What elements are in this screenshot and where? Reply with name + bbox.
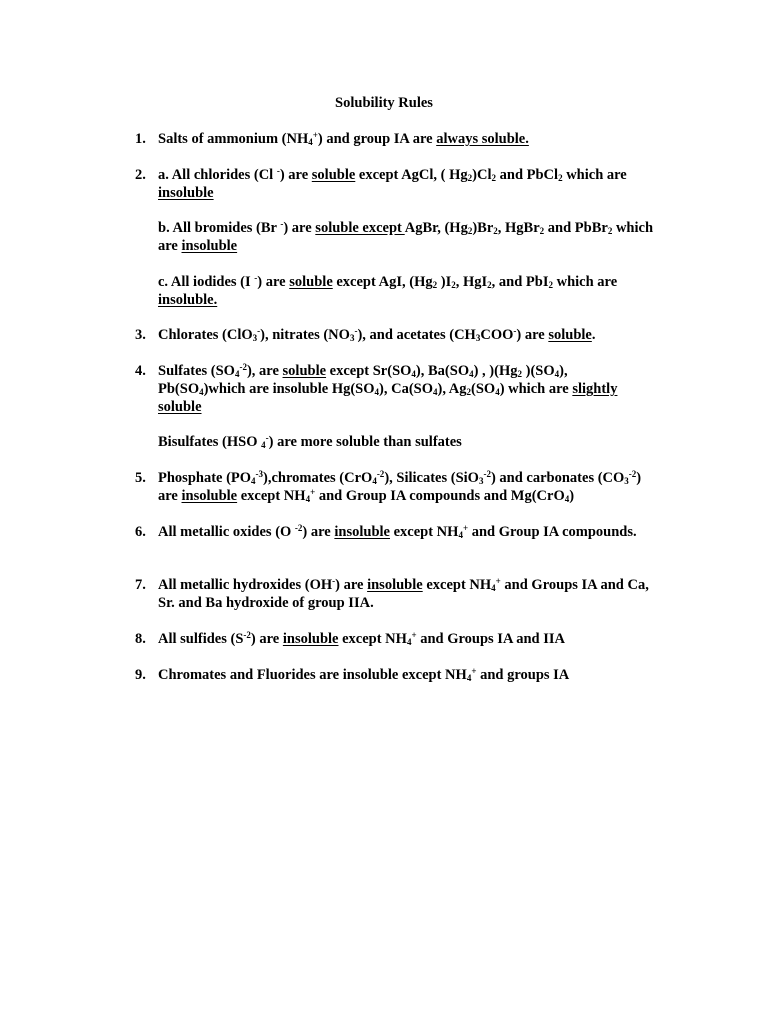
subscript: 4 [466,673,472,683]
text-segment: ) are [283,220,316,236]
superscript: - [276,166,280,176]
subscript: 3 [349,333,355,343]
text-segment: )Cl [472,167,492,183]
text-segment: and PbBr [544,220,608,236]
rule-number: 7. [135,577,146,593]
superscript: -2 [294,523,303,533]
underlined-text: insoluble [367,577,423,593]
subscript: 2 [493,226,498,236]
rule-text [158,130,658,148]
underlined-text: insoluble [181,238,238,254]
text-segment: Chlorates (ClO [158,327,253,343]
subscript: 4 [411,369,416,379]
rule-number: 4. [135,363,146,379]
subscript: 4 [458,530,463,540]
text-segment: ),chromates (CrO [263,470,373,486]
underlined-text: soluble [282,363,327,379]
subscript: 2 [467,226,473,236]
superscript: - [513,326,517,336]
text-segment: except NH [338,631,407,647]
text-segment: except NH [389,524,459,540]
rule-number: 1. [135,131,146,147]
superscript: - [354,326,358,336]
subscript: 4 [199,387,204,397]
text-segment: and Groups IA and Ca, Sr. and Ba hydroxide of group IIA. [158,577,649,611]
rule-number: 3. [135,327,146,343]
rule-number: 8. [135,631,146,647]
text-segment: ), and acetates (CH [357,327,476,343]
superscript: -2 [483,469,491,479]
text-segment: b. All bromides (Br [158,220,281,236]
subscript: 2 [467,173,473,183]
text-segment: Bisulfates (HSO [158,434,262,450]
subscript: 2 [548,280,553,290]
text-segment: and Group IA compounds and Mg(CrO [315,488,565,504]
text-segment: c. All iodides (I [158,274,255,290]
rule-number: 5. [135,470,146,486]
text-segment: Chromates and Fluorides are insoluble except NH [158,667,467,683]
text-segment: Phosphate (PO [158,470,252,486]
rule-text [158,630,658,648]
subscript: 4 [374,387,380,397]
underlined-text: soluble [548,327,592,343]
subscript: 4 [308,137,313,147]
text-segment: . [591,327,596,343]
text-segment: (SO [471,381,496,397]
subscript: 4 [261,440,266,450]
subscript: 2 [491,173,496,183]
text-segment: All sulfides (S [158,631,244,647]
text-segment: , HgI [455,274,488,290]
subscript: 4 [234,369,240,379]
text-segment: ) are [250,631,283,647]
text-segment: ) are [279,167,312,183]
text-segment: which are [562,167,627,183]
rule-number: 6. [135,524,146,540]
subscript: 2 [432,280,438,290]
text-segment: ), are [246,363,283,379]
text-segment: ), nitrates (NO [260,327,350,343]
text-segment: except NH [237,488,306,504]
superscript: - [254,273,258,283]
rule-text [158,433,658,451]
superscript: -2 [243,630,251,640]
text-segment: )(SO [521,363,555,379]
text-segment: ) are [516,327,549,343]
text-segment: and PbCl [496,167,559,183]
subscript: 2 [487,280,492,290]
text-segment: ), Pb(SO [158,363,568,397]
superscript: + [471,666,477,676]
subscript: 3 [252,333,258,343]
superscript: - [265,433,269,443]
subscript: 4 [372,476,377,486]
superscript: + [312,130,318,140]
text-segment: except AgI, (Hg [332,274,433,290]
text-segment: COO [480,327,514,343]
text-segment: and groups IA [476,667,570,683]
text-segment: ) , )(Hg [473,363,518,379]
rule-text [158,469,658,505]
underlined-text: always soluble. [436,131,529,147]
text-segment: and Groups IA and IIA [416,631,566,647]
text-segment: except NH [422,577,492,593]
underlined-text: insoluble [282,631,339,647]
text-segment: ), Ca(SO [379,381,434,397]
superscript: -2 [376,469,385,479]
text-segment: ), Ba(SO [415,363,470,379]
text-segment: ) are [158,470,642,504]
subscript: 3 [624,476,629,486]
text-segment: Sulfates (SO [158,363,235,379]
subscript: 2 [607,226,613,236]
text-segment: ) are more soluble than sulfates [268,434,462,450]
text-segment: except AgCl, ( Hg [355,167,468,183]
rule-text [158,666,658,684]
page-title: Solubility Rules [335,95,433,111]
subscript: 4 [564,494,570,504]
superscript: + [495,576,501,586]
subscript: 2 [539,226,545,236]
text-segment: ) [569,488,575,504]
subscript: 4 [406,637,412,647]
subscript: 4 [491,583,496,593]
subscript: 4 [495,387,500,397]
subscript: 2 [558,173,563,183]
rule-text [158,273,658,309]
text-segment: which are [158,220,654,254]
text-segment: )I [437,274,452,290]
superscript: - [332,576,336,586]
subscript: 4 [469,369,474,379]
rule-text [158,219,658,255]
underlined-text: insoluble [334,524,390,540]
rule-text [158,523,658,541]
text-segment: ) and group IA are [317,131,437,147]
text-segment: )which are insoluble Hg(SO [203,381,375,397]
subscript: 3 [475,333,481,343]
underlined-text: insoluble [158,185,214,201]
superscript: + [411,630,417,640]
superscript: - [280,219,284,229]
text-segment: ) and carbonates (CO [490,470,625,486]
text-segment: )Br [472,220,494,236]
text-segment: , HgBr [497,220,540,236]
rule-number: 2. [135,167,146,183]
text-segment: except Sr(SO [326,363,412,379]
rule-text [158,166,658,202]
superscript: -2 [628,469,637,479]
text-segment: and Group IA compounds. [468,524,637,540]
subscript: 4 [554,369,560,379]
text-segment: All metallic hydroxides (OH [158,577,333,593]
superscript: -2 [239,362,247,372]
superscript: - [257,326,261,336]
text-segment: ) are [257,274,290,290]
text-segment: ) are [302,524,335,540]
rule-text [158,362,658,416]
subscript: 4 [433,387,438,397]
text-segment: ) are [335,577,368,593]
subscript: 3 [478,476,484,486]
text-segment: All metallic oxides (O [158,524,295,540]
subscript: 2 [517,369,522,379]
underlined-text: slightly soluble [158,381,618,415]
underlined-text: insoluble. [158,292,218,308]
text-segment: a. All chlorides (Cl [158,167,277,183]
superscript: -3 [255,469,264,479]
rule-text [158,326,658,344]
underlined-text: soluble [289,274,333,290]
underlined-text: soluble except [315,220,405,236]
subscript: 4 [305,494,311,504]
underlined-text: insoluble [181,488,238,504]
text-segment: ), Ag [437,381,467,397]
rule-number: 9. [135,667,146,683]
subscript: 2 [451,280,456,290]
text-segment: , and PbI [491,274,549,290]
text-segment: Salts of ammonium (NH [158,131,309,147]
text-segment: AgBr, (Hg [404,220,468,236]
superscript: + [310,487,316,497]
text-segment: ), Silicates (SiO [384,470,479,486]
rule-text [158,576,658,612]
superscript: + [462,523,469,533]
subscript: 2 [466,387,472,397]
subscript: 4 [251,476,256,486]
underlined-text: soluble [311,167,356,183]
text-segment: which are [552,274,618,290]
text-segment: ) which are [499,381,573,397]
